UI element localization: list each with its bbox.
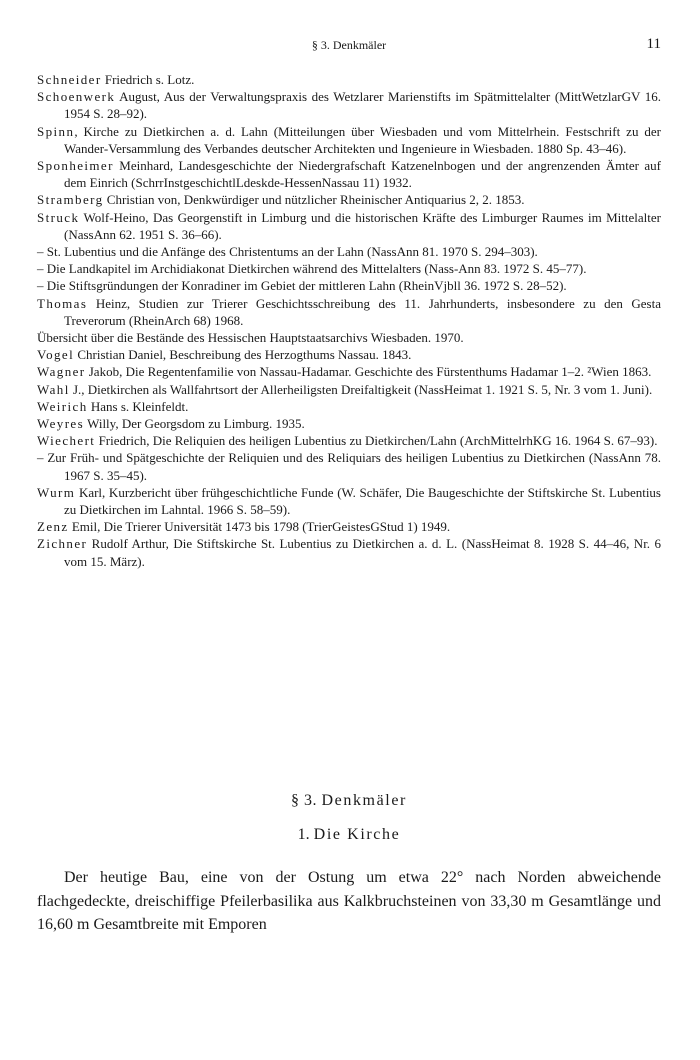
bibliography-entry (37, 191, 661, 208)
page-number: 11 (646, 36, 661, 52)
bibliography-entry (37, 123, 661, 157)
entry-author: Schoenwerk (37, 89, 116, 105)
entry-author: Wiechert (37, 433, 96, 449)
bibliography-entry (37, 209, 661, 243)
bibliography-entry (37, 432, 661, 449)
bibliography-list (37, 71, 661, 570)
bibliography-entry (37, 398, 661, 415)
subsection-heading (37, 826, 661, 844)
bibliography-entry (37, 71, 661, 88)
entry-author: Stramberg (37, 192, 104, 208)
bibliography-entry (37, 518, 661, 535)
entry-author: Wahl (37, 381, 70, 397)
bibliography-entry (37, 295, 661, 329)
bibliography-entry (37, 415, 661, 432)
running-title: § 3. Denkmäler (311, 38, 387, 52)
bibliography-entry (37, 277, 661, 294)
bibliography-entry (37, 381, 661, 398)
entry-author: Weirich (37, 398, 88, 414)
entry-text: Christian Daniel, Beschreibung des Herzogthums Nassau. 1843. (74, 347, 412, 363)
bibliography-entry (37, 346, 661, 363)
entry-text: Meinhard, Landesgeschichte der Niedergrafschaft Katzenelnbogen und der angrenzenden Ämter auf dem Einrich (SchrrInstgeschichtlLdeskde-HessenNassau 11) 1932. (64, 158, 661, 191)
bibliography-entry (37, 88, 661, 122)
entry-text: – St. Lubentius und die Anfänge des Christentums an der Lahn (NassAnn 81. 1970 S. 294–303). (37, 244, 538, 260)
entry-author: Sponheimer (37, 158, 114, 174)
subsection-title: Die Kirche (313, 826, 401, 843)
bibliography-entry (37, 157, 661, 191)
entry-text: Übersicht über die Bestände des Hessischen Hauptstaatsarchivs Wiesbaden. 1970. (37, 330, 464, 346)
entry-author: Zenz (37, 519, 69, 535)
entry-text: Rudolf Arthur, Die Stiftskirche St. Lubentius zu Dietkirchen a. d. L. (NassHeimat 8. 1928 S. 44–46, Nr. 6 vom 15. März). (64, 536, 661, 569)
bibliography-entry (37, 535, 661, 569)
subsection-number: 1. (297, 826, 314, 843)
entry-author: Schneider (37, 72, 102, 87)
section-heading (37, 792, 661, 810)
entry-text: Jakob, Die Regentenfamilie von Nassau-Hadamar. Geschichte des Fürstenthums Hadamar 1–2. ²Wien 1863. (85, 364, 652, 380)
entry-text: Friedrich, Die Reliquien des heiligen Lubentius zu Dietkirchen/Lahn (ArchMittelrhKG 16. 1964 S. 67–93). (95, 433, 658, 449)
entry-text: – Die Landkapitel im Archidiakonat Dietkirchen während des Mittelalters (Nass-Ann 83. 1972 S. 45–77). (37, 261, 587, 277)
bibliography-entry (37, 260, 661, 277)
entry-text: Willy, Der Georgsdom zu Limburg. 1935. (84, 416, 305, 432)
section-number: § 3. (291, 792, 322, 809)
entry-text: Wolf-Heino, Das Georgenstift in Limburg und die historischen Kräfte des Limburger Raumes im Mittelalter (NassAnn 62. 1951 S. 36–66). (64, 209, 661, 242)
entry-text: Emil, Die Trierer Universität 1473 bis 1798 (TrierGeistesGStud 1) 1949. (68, 519, 451, 535)
entry-text: J., Dietkirchen als Wallfahrtsort der Allerheiligsten Dreifaltigkeit (NassHeimat 1. 1921 S. 5, Nr. 3 vom 1. Juni). (69, 381, 653, 397)
body-paragraph: Der heutige Bau, eine von der Ostung um etwa 22° nach Norden abweichende flachgedeckte, dreischiffige Pfeilerbasilika aus Kalkbruchsteinen von 33,30 m Gesamtlänge und 16,60 m Gesamtbreite mit Emporen (37, 869, 661, 933)
bibliography-entry (37, 329, 661, 346)
entry-author: Zichner (37, 536, 88, 552)
running-head (37, 36, 661, 56)
entry-text: Hans s. Kleinfeldt. (87, 398, 189, 414)
entry-author: Wagner (37, 364, 86, 380)
bibliography-entry (37, 243, 661, 260)
entry-text: – Die Stiftsgründungen der Konradiner im Gebiet der mittleren Lahn (RheinVjbll 36. 1972 S. 28–52). (37, 278, 567, 294)
entry-text: Christian von, Denkwürdiger und nützlicher Rheinischer Antiquarius 2, 2. 1853. (103, 192, 525, 208)
bibliography-entry (37, 449, 661, 483)
entry-text: Heinz, Studien zur Trierer Geschichtsschreibung des 11. Jahrhunderts, insbesondere zu den Gesta Treverorum (RheinArch 68) 1968. (64, 295, 661, 328)
entry-text: , Kirche zu Dietkirchen a. d. Lahn (Mitteilungen über Wiesbaden und vom Mittelrhein. Festschrift zu der Wander-Versammlung des Verbandes deutscher Architekten und Ingenieure in Wiesbaden. 1880 Sp. 43–46). (64, 123, 661, 156)
entry-author: Spinn (37, 123, 75, 139)
entry-author: Weyres (37, 416, 85, 432)
entry-author: Vogel (37, 347, 75, 363)
bibliography-entry (37, 363, 661, 380)
section-title: Denkmäler (321, 792, 407, 809)
entry-text: Karl, Kurzbericht über frühgeschichtliche Funde (W. Schäfer, Die Baugeschichte der Stiftskirche St. Lubentius zu Dietkirchen im Lahntal. 1966 S. 58–59). (64, 484, 661, 518)
entry-text: August, Aus der Verwaltungspraxis des Wetzlarer Marienstifts im Spätmittelalter (MittWetzlarGV 16. 1954 S. 28–92). (64, 89, 661, 122)
entry-author: Struck (37, 209, 80, 225)
entry-author: Wurm (37, 484, 76, 500)
bibliography-entry (37, 484, 661, 518)
entry-author: Thomas (37, 295, 88, 311)
entry-text: Friedrich s. Lotz. (101, 72, 195, 87)
entry-text: – Zur Früh- und Spätgeschichte der Reliquien und des Reliquiars des heiligen Lubentius zu Dietkirchen (NassAnn 78. 1967 S. 35–45). (37, 450, 661, 483)
